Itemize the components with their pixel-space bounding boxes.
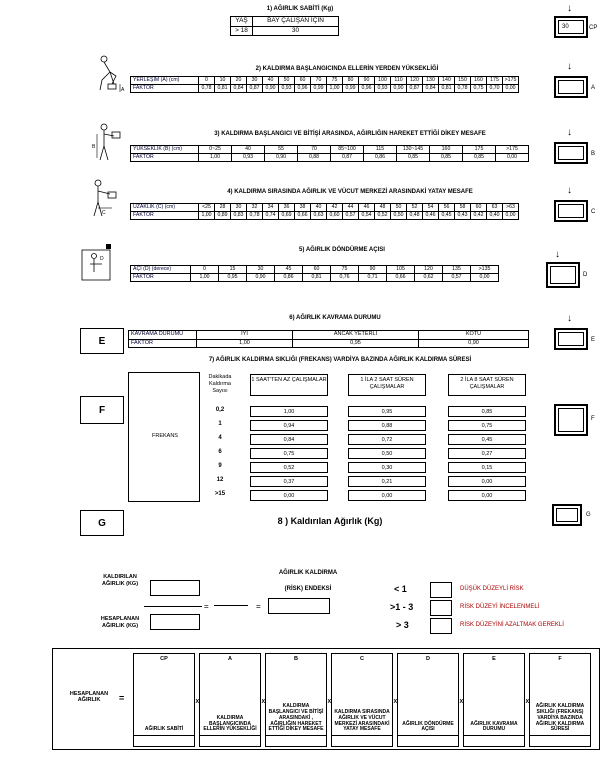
s3-header-2: 55 [265,146,298,154]
bottom-code-5: E [492,656,496,662]
bottom-value-2[interactable] [265,735,327,747]
s2-header-6: 60 [295,77,311,85]
bottom-x-5: X [525,699,530,705]
s6-h2: KÖTÜ [419,331,529,340]
s5-header-10: >135 [471,266,499,274]
s2-factor-7: 0,99 [311,85,327,93]
bottom-desc-0: AĞIRLIK SABİTİ [144,726,184,733]
s1-table [230,16,339,36]
lifting-figure-a-icon [90,54,126,99]
s3-row1-label: YÜKSEKLİK (B) (cm) [131,146,199,154]
s4-header-12: 50 [391,204,407,212]
s7-cell-6-0: 0,00 [250,490,328,501]
lifting-figure-d-icon [80,244,120,287]
s3-factor-6: 0,85 [397,154,430,162]
s4-factor-8: 0,60 [327,212,343,220]
svg-text:B: B [92,144,96,150]
risk-2: RİSK DÜZEYİNİ AZALTMAK GEREKLİ [460,622,564,628]
s4-header-15: 56 [439,204,455,212]
bottom-left-label: HESAPLANAN AĞIRLIK [69,691,109,703]
s7-cell-1-1: 0,88 [348,420,426,431]
s7-cell-1-0: 0,94 [250,420,328,431]
risk-box-0[interactable] [430,582,452,598]
s4-header-0: <25 [199,204,215,212]
s7-freq-5: 12 [216,477,224,483]
s2-factor-17: 0,75 [471,85,487,93]
s1-col1: YAŞ [231,17,253,27]
eq1: = [204,602,209,611]
bottom-code-2: B [294,656,298,662]
bottom-desc-1: KALDIRMA BAŞLANGICINDA ELLERİN YÜKSEKLİĞİ [203,714,257,733]
s1-age: > 18 [231,26,253,36]
s2-factor-19: 0,00 [503,85,519,93]
s7-freq-1: 1 [218,421,222,427]
s2-factor-13: 0,87 [407,85,423,93]
lifting-figure-b-icon [92,122,128,169]
lifted-weight-input[interactable] [150,580,200,596]
s3-header-9: >175 [496,146,529,154]
s2-header-19: >175 [503,77,519,85]
s5-header-9: 135 [443,266,471,274]
bottom-value-5[interactable] [463,735,525,747]
s2-factor-9: 0,99 [343,85,359,93]
s2-header-5: 50 [279,77,295,85]
s7-freq-3: 6 [218,449,222,455]
s4-header-10: 46 [359,204,375,212]
e-big-label: E [80,328,124,354]
bottom-value-0[interactable] [133,735,195,747]
s4-header-8: 42 [327,204,343,212]
fraction-line-2 [214,605,248,606]
s5-header-3: 45 [275,266,303,274]
g-result-box[interactable] [552,504,582,526]
formula-title-1: AĞIRLIK KALDIRMA [278,570,338,576]
s3-header-8: 175 [463,146,496,154]
s3-title: 3) KALDIRMA BAŞLANGICI VE BİTİŞİ ARASINDA, AĞIRLIĞIN HAREKET ETTİĞİ DİKEY MESAFE [214,131,486,137]
s3-factor-5: 0,86 [364,154,397,162]
s4-factor-9: 0,57 [343,212,359,220]
e-result-box[interactable] [554,328,588,350]
s6-row2-label: FAKTÖR [129,339,197,348]
s4-factor-18: 0,40 [487,212,503,220]
bottom-desc-6: AĞIRLIK KALDIRMA SIKLIĞI (FREKANS) VARDİYA BAZINDA AĞIRLIK KALDIRMA SÜRESİ [535,703,585,733]
s3-header-7: 160 [430,146,463,154]
s4-factor-14: 0,46 [423,212,439,220]
bottom-eq: = [119,693,125,703]
s4-factor-11: 0,52 [375,212,391,220]
bottom-value-6[interactable] [529,735,591,747]
s7-cell-5-0: 0,37 [250,476,328,487]
down-arrow-icon: ↓ [567,313,572,324]
svg-text:C: C [102,210,106,216]
s2-header-16: 150 [455,77,471,85]
bottom-x-2: X [327,699,332,705]
s4-header-13: 52 [407,204,423,212]
range-0: < 1 [394,584,407,594]
cp-result-box[interactable] [554,16,588,38]
s4-factor-5: 0,69 [279,212,295,220]
s5-header-8: 120 [415,266,443,274]
s2-header-7: 70 [311,77,327,85]
bottom-x-0: X [195,699,200,705]
s2-factor-5: 0,93 [279,85,295,93]
s4-header-3: 32 [247,204,263,212]
s2-factor-0: 0,78 [199,85,215,93]
c-result-box[interactable] [554,200,588,222]
s5-factor-4: 0,81 [303,274,331,282]
s7-cell-3-2: 0,27 [448,448,526,459]
bottom-value-3[interactable] [331,735,393,747]
s5-header-2: 30 [247,266,275,274]
range-1: >1 - 3 [390,602,414,612]
per-min-label: Dakikada Kaldırma Sayısı [208,374,232,395]
s7-cell-1-2: 0,75 [448,420,526,431]
f-result-box[interactable] [554,404,588,436]
a-result-box[interactable] [554,76,588,98]
s2-factor-6: 0,96 [295,85,311,93]
s4-factor-0: 1,00 [199,212,215,220]
s4-header-5: 36 [279,204,295,212]
risk-0: DÜŞÜK DÜZEYLİ RİSK [460,586,524,592]
s2-factor-1: 0,81 [215,85,231,93]
s2-header-10: 90 [359,77,375,85]
cp-result-label: CP [589,25,598,31]
s7-cell-2-0: 0,84 [250,434,328,445]
bottom-desc-2: KALDIRMA BAŞLANGICI VE BİTİŞİ ARASINDAKİ , AĞIRLIĞIN HAREKET ETTİĞİ DİKEY MESAFE [268,703,324,733]
s5-header-5: 75 [331,266,359,274]
s4-header-17: 60 [471,204,487,212]
risk-index-input[interactable] [268,598,330,614]
s2-header-0: 0 [199,77,215,85]
down-arrow-icon: ↓ [567,3,572,14]
s4-factor-6: 0,66 [295,212,311,220]
f-big-label: F [80,396,124,424]
s4-factor-2: 0,83 [231,212,247,220]
s7-colhead-0: 1 SAAT'TEN AZ ÇALIŞMALAR [250,374,328,396]
s2-factor-4: 0,90 [263,85,279,93]
s4-header-1: 28 [215,204,231,212]
s3-factor-0: 1,00 [199,154,232,162]
s2-header-17: 160 [471,77,487,85]
s3-factor-9: 0,00 [496,154,529,162]
bottom-code-3: C [360,656,364,662]
s3-factor-1: 0,93 [232,154,265,162]
s4-factor-16: 0,43 [455,212,471,220]
s4-header-4: 34 [263,204,279,212]
s3-factor-4: 0,87 [331,154,364,162]
s4-factor-7: 0,63 [311,212,327,220]
down-arrow-icon: ↓ [567,127,572,138]
s2-table [130,76,519,93]
s2-factor-10: 0,96 [359,85,375,93]
calc-weight-input[interactable] [150,614,200,630]
s2-factor-11: 0,93 [375,85,391,93]
s7-cell-3-1: 0,50 [348,448,426,459]
s6-title: 6) AĞIRLIK KAVRAMA DURUMU [289,315,381,321]
fraction-line [144,606,202,607]
s5-factor-0: 1,00 [191,274,219,282]
s2-factor-8: 1,00 [327,85,343,93]
risk-1: RİSK DÜZEYİ İNCELENMELİ [460,604,540,610]
s5-header-0: 0 [191,266,219,274]
down-arrow-icon: ↓ [567,185,572,196]
s7-freq-6: >15 [214,491,226,497]
s7-freq-2: 4 [218,435,222,441]
s2-factor-3: 0,87 [247,85,263,93]
b-result-label: B [591,151,596,157]
s7-freq-4: 9 [218,463,222,469]
s2-header-9: 80 [343,77,359,85]
s5-table [130,265,499,282]
s4-factor-1: 0,89 [215,212,231,220]
s5-factor-9: 0,57 [443,274,471,282]
s6-h0: İYİ [197,331,293,340]
s4-factor-4: 0,74 [263,212,279,220]
s7-title: 7) AĞIRLIK KALDIRMA SIKLIĞI (FREKANS) VARDİYA BAZINDA AĞIRLIK KALDIRMA SÜRESİ [208,357,472,363]
risk-box-2[interactable] [430,618,452,634]
s5-factor-3: 0,86 [275,274,303,282]
s3-header-0: 0~25 [199,146,232,154]
s7-cell-0-0: 1,00 [250,406,328,417]
s2-factor-18: 0,70 [487,85,503,93]
s4-header-16: 58 [455,204,471,212]
s2-factor-12: 0,90 [391,85,407,93]
s5-row1-label: AÇI (D) (derece) [131,266,191,274]
s4-factor-15: 0,45 [439,212,455,220]
s3-factor-8: 0,85 [463,154,496,162]
s5-factor-5: 0,76 [331,274,359,282]
g-big-label: G [80,510,124,536]
s5-factor-1: 0,95 [219,274,247,282]
s4-factor-12: 0,50 [391,212,407,220]
s7-cell-0-2: 0,85 [448,406,526,417]
s4-header-19: >63 [503,204,519,212]
s4-table [130,203,519,220]
s7-cell-4-2: 0,15 [448,462,526,473]
s7-cell-2-2: 0,45 [448,434,526,445]
s5-header-1: 15 [219,266,247,274]
bottom-desc-5: AĞIRLIK KAVRAMA DURUMU [470,720,518,733]
s2-factor-2: 0,84 [231,85,247,93]
s4-header-7: 40 [311,204,327,212]
bottom-x-3: X [393,699,398,705]
svg-text:D: D [100,256,104,262]
s6-row1-label: KAVRAMA DURUMU [129,331,197,340]
s2-header-2: 20 [231,77,247,85]
frekans-box [128,372,200,502]
s4-row2-label: FAKTÖR [131,212,199,220]
lifted-label: KALDIRILAN AĞIRLIK (KG) [101,574,139,588]
s3-table [130,145,529,162]
bottom-desc-3: KALDIRMA SIRASINDA AĞIRLIK VE VÜCUT MERKEZİ ARASINDAKİ YATAY MESAFE [334,709,390,733]
lifting-figure-c-icon [86,178,122,223]
s5-title: 5) AĞIRLIK DÖNDÜRME AÇISI [299,247,385,253]
bottom-code-1: A [228,656,232,662]
s5-factor-2: 0,90 [247,274,275,282]
s3-header-5: 115 [364,146,397,154]
s6-f2: 0,90 [419,339,529,348]
s3-header-6: 130~145 [397,146,430,154]
s2-header-8: 75 [327,77,343,85]
b-result-box[interactable] [554,142,588,164]
s7-colhead-2: 2 İLA 8 SAAT SÜREN ÇALIŞMALAR [448,374,526,396]
s7-cell-2-1: 0,72 [348,434,426,445]
s2-row2-label: FAKTÖR [131,85,199,93]
e-result-label: E [591,337,596,343]
formula-title-2: (RİSK) ENDEKSİ [284,586,332,592]
s3-factor-3: 0,88 [298,154,331,162]
s4-header-14: 54 [423,204,439,212]
s2-header-1: 10 [215,77,231,85]
s2-row1-label: YERLEŞİM (A) (cm) [131,77,199,85]
s4-factor-17: 0,42 [471,212,487,220]
s6-f0: 1,00 [197,339,293,348]
s2-factor-15: 0,81 [439,85,455,93]
s6-h1: ANCAK YETERLİ [293,331,419,340]
down-arrow-icon: ↓ [555,249,560,260]
s4-header-2: 30 [231,204,247,212]
g-result-label: G [586,512,591,518]
frekans-label: FREKANS [152,433,178,439]
s2-header-13: 120 [407,77,423,85]
s3-header-4: 85~100 [331,146,364,154]
bottom-value-1[interactable] [199,735,261,747]
s5-factor-7: 0,66 [387,274,415,282]
s1-title: 1) AĞIRLIK SABİTİ (Kg) [266,6,334,12]
s4-header-9: 44 [343,204,359,212]
s7-cell-6-1: 0,00 [348,490,426,501]
s1-val: 30 [253,26,339,36]
s5-factor-10: 0,00 [471,274,499,282]
s4-factor-3: 0,78 [247,212,263,220]
s2-header-15: 140 [439,77,455,85]
s2-header-11: 100 [375,77,391,85]
s4-factor-13: 0,48 [407,212,423,220]
bottom-desc-4: AĞIRLIK DÖNDÜRME AÇISI [402,720,454,733]
s2-header-3: 30 [247,77,263,85]
eq2: = [256,602,261,611]
bottom-x-1: X [261,699,266,705]
f-result-label: F [591,416,595,422]
s2-factor-14: 0,84 [423,85,439,93]
bottom-code-0: CP [160,656,168,662]
down-arrow-icon: ↓ [567,61,572,72]
bottom-code-6: F [558,656,562,662]
s4-row1-label: UZAKLIK (C) (cm) [131,204,199,212]
s4-factor-10: 0,54 [359,212,375,220]
s2-header-18: 175 [487,77,503,85]
s4-factor-19: 0,00 [503,212,519,220]
s7-cell-4-0: 0,52 [250,462,328,473]
s2-header-4: 40 [263,77,279,85]
s7-cell-4-1: 0,30 [348,462,426,473]
s2-header-12: 110 [391,77,407,85]
s3-factor-7: 0,85 [430,154,463,162]
a-result-label: A [591,85,596,91]
s7-cell-0-1: 0,95 [348,406,426,417]
s3-factor-2: 0,90 [265,154,298,162]
bottom-x-4: X [459,699,464,705]
calc-label: HESAPLANAN AĞIRLIK (KG) [100,616,140,630]
s2-factor-16: 0,78 [455,85,471,93]
s7-cell-3-0: 0,75 [250,448,328,459]
s4-header-6: 38 [295,204,311,212]
s1-col2: BAY ÇALIŞAN İÇİN [253,17,339,27]
range-2: > 3 [396,620,409,630]
s2-title: 2) KALDIRMA BAŞLANGICINDA ELLERİN YERDEN YÜKSEKLİĞİ [255,66,439,72]
cp-result-value: 30 [558,20,584,34]
s7-cell-5-1: 0,21 [348,476,426,487]
s5-factor-6: 0,71 [359,274,387,282]
s5-row2-label: FAKTÖR [131,274,191,282]
s2-header-14: 130 [423,77,439,85]
s5-header-7: 105 [387,266,415,274]
s5-header-4: 60 [303,266,331,274]
bottom-code-4: D [426,656,430,662]
s7-cell-5-2: 0,00 [448,476,526,487]
s3-row2-label: FAKTÖR [131,154,199,162]
bottom-formula-table [52,648,600,750]
s6-f1: 0,95 [293,339,419,348]
s7-colhead-1: 1 İLA 2 SAAT SÜREN ÇALIŞMALAR [348,374,426,396]
s5-header-6: 90 [359,266,387,274]
s8-title: 8 ) Kaldırılan Ağırlık (Kg) [277,516,383,526]
s4-header-18: 63 [487,204,503,212]
s6-table [128,330,529,348]
s3-header-3: 70 [298,146,331,154]
svg-text:A: A [121,87,125,93]
d-result-box[interactable] [546,262,580,288]
s5-factor-8: 0,62 [415,274,443,282]
s4-header-11: 48 [375,204,391,212]
s7-cell-6-2: 0,00 [448,490,526,501]
s4-title: 4) KALDIRMA SIRASINDA AĞIRLIK VE VÜCUT MERKEZİ ARASINDAKİ YATAY MESAFE [227,189,473,195]
d-result-label: D [583,272,588,278]
c-result-label: C [591,209,596,215]
risk-box-1[interactable] [430,600,452,616]
s3-header-1: 40 [232,146,265,154]
bottom-value-4[interactable] [397,735,459,747]
s7-freq-0: 0,2 [215,407,225,413]
